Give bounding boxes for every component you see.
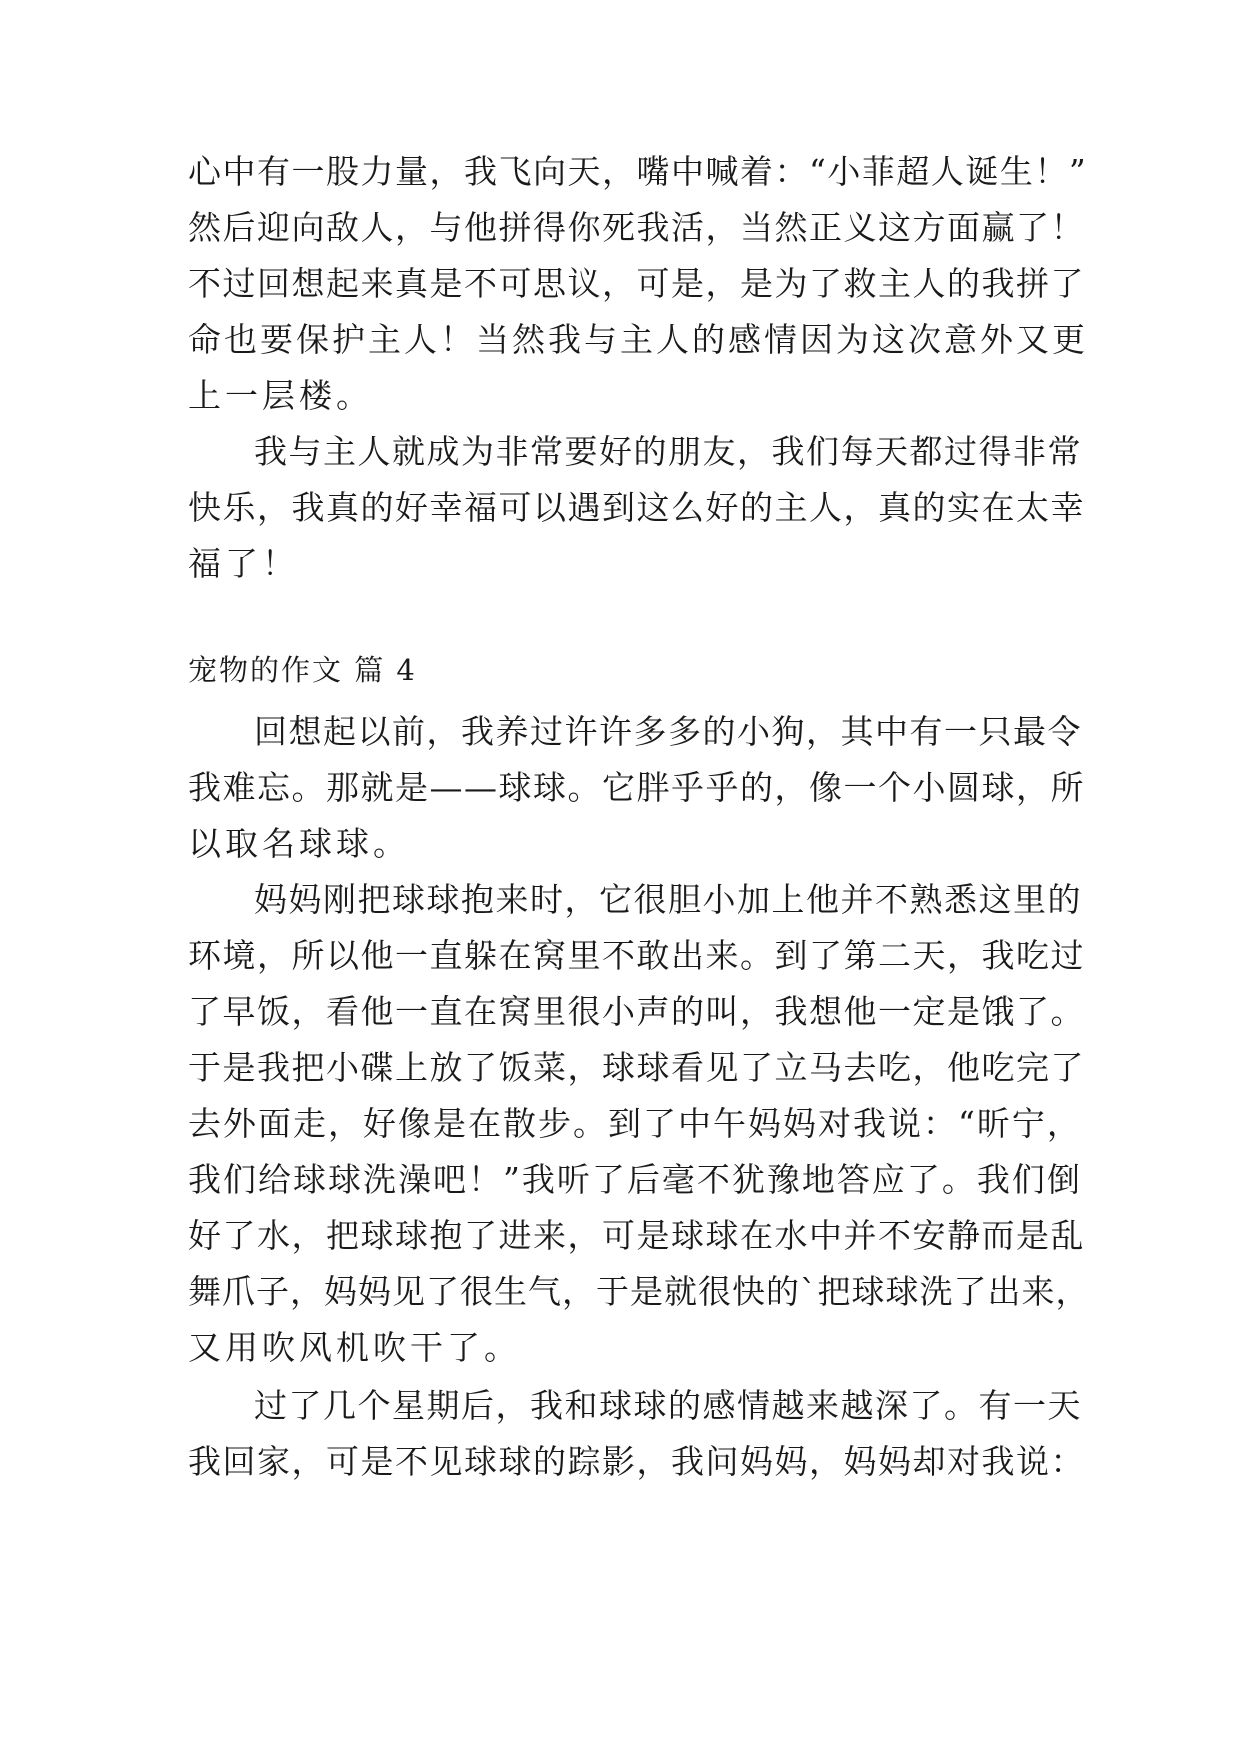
text-line: 心中有一股力量，我飞向天，嘴中喊着：“小菲超人诞生！” bbox=[188, 152, 1088, 191]
text-line: 去外面走，好像是在散步。到了中午妈妈对我说：“昕宁， bbox=[188, 1104, 1082, 1143]
text-line: 我与主人就成为非常要好的朋友，我们每天都过得非常 bbox=[254, 432, 1082, 471]
text-line: 然后迎向敌人，与他拼得你死我活，当然正义这方面赢了！ bbox=[188, 208, 1085, 247]
essay-title: 宠物的作文 篇 4 bbox=[188, 653, 417, 687]
text-line: 我难忘。那就是——球球。它胖乎乎的，像一个小圆球，所 bbox=[188, 768, 1085, 807]
text-line: 好了水，把球球抱了进来，可是球球在水中并不安静而是乱 bbox=[188, 1216, 1085, 1255]
text-line: 回想起以前，我养过许许多多的小狗，其中有一只最令 bbox=[254, 712, 1082, 751]
text-line: 了早饭，看他一直在窝里很小声的叫，我想他一定是饿了。 bbox=[188, 992, 1085, 1031]
text-line: 不过回想起来真是不可思议，可是，是为了救主人的我拼了 bbox=[188, 264, 1085, 303]
text-line: 舞爪子，妈妈见了很生气，于是就很快的`把球球洗了出来， bbox=[188, 1272, 1090, 1311]
text-line: 福了！ bbox=[188, 544, 299, 583]
text-line: 快乐，我真的好幸福可以遇到这么好的主人，真的实在太幸 bbox=[188, 488, 1085, 527]
text-line: 以取名球球。 bbox=[188, 824, 410, 863]
text-line: 环境，所以他一直躲在窝里不敢出来。到了第二天，我吃过 bbox=[188, 936, 1085, 975]
text-line: 我们给球球洗澡吧！”我听了后毫不犹豫地答应了。我们倒 bbox=[188, 1160, 1082, 1199]
text-line: 过了几个星期后，我和球球的感情越来越深了。有一天 bbox=[254, 1386, 1082, 1425]
text-line: 又用吹风机吹干了。 bbox=[188, 1328, 521, 1367]
text-line: 命也要保护主人！当然我与主人的感情因为这次意外又更 bbox=[188, 320, 1088, 359]
text-line: 我回家，可是不见球球的踪影，我问妈妈，妈妈却对我说： bbox=[188, 1442, 1085, 1481]
text-line: 上一层楼。 bbox=[188, 376, 373, 415]
text-line: 妈妈刚把球球抱来时，它很胆小加上他并不熟悉这里的 bbox=[254, 880, 1082, 919]
text-line: 于是我把小碟上放了饭菜，球球看见了立马去吃，他吃完了 bbox=[188, 1048, 1085, 1087]
